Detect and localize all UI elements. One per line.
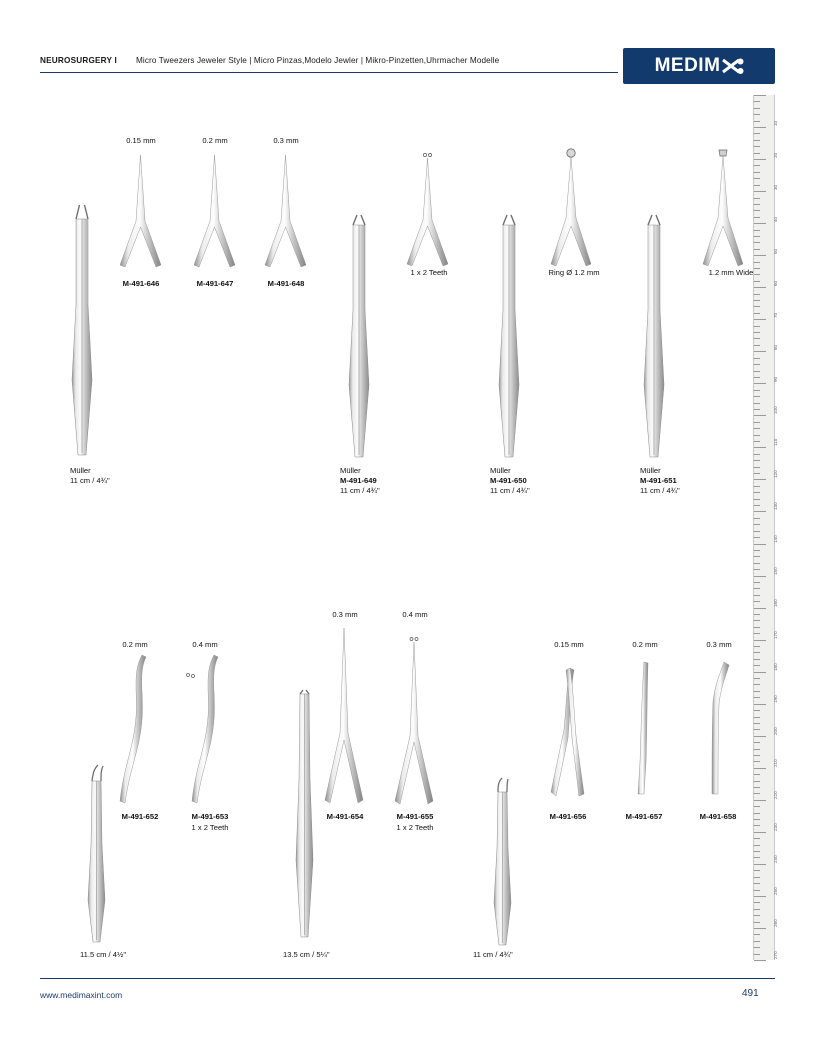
ruler-tick xyxy=(754,403,760,404)
ruler-tick xyxy=(754,563,760,564)
forceps-illustration xyxy=(60,205,104,460)
ruler-label: 50 xyxy=(773,249,778,255)
tip-illustration xyxy=(118,155,163,267)
ruler-tick xyxy=(754,736,766,737)
size-label: 11 cm / 4¾" xyxy=(490,486,530,496)
code-656: M-491-656 xyxy=(549,812,587,821)
instrument-muller-plain xyxy=(60,205,104,460)
page-number: 491 xyxy=(742,988,759,999)
ruler-tick xyxy=(754,825,760,826)
ruler-tick xyxy=(754,620,760,621)
code-647: M-491-647 xyxy=(196,279,234,288)
ruler-tick xyxy=(754,230,760,231)
ruler-tick xyxy=(754,749,760,750)
forceps-illustration xyxy=(635,215,673,460)
ruler-tick xyxy=(754,467,760,468)
ruler-tick xyxy=(754,678,760,679)
code-658: M-491-658 xyxy=(699,812,737,821)
tip-detail-648 xyxy=(263,155,308,267)
ruler-tick xyxy=(754,576,766,577)
ruler-tick xyxy=(754,242,760,243)
ruler-label: 150 xyxy=(773,566,778,575)
ruler-tick xyxy=(754,723,760,724)
tip-detail-647 xyxy=(192,155,237,267)
ruler-label: 90 xyxy=(773,377,778,383)
code-649: M-491-649 xyxy=(340,476,377,486)
ruler-tick xyxy=(754,941,760,942)
page-header xyxy=(40,48,775,86)
ruler-tick xyxy=(754,185,760,186)
ruler-tick xyxy=(754,249,760,250)
ruler-tick xyxy=(754,435,760,436)
ruler-tick xyxy=(754,665,760,666)
ruler-tick xyxy=(754,518,760,519)
ruler-tick xyxy=(754,627,760,628)
footer-website-text: www.medimaxint xyxy=(40,990,104,1000)
tip-detail-652 xyxy=(112,655,152,803)
ruler-tick xyxy=(754,313,760,314)
ruler-tick xyxy=(754,537,760,538)
code-655: M-491-655 xyxy=(396,812,434,821)
ruler-tick xyxy=(754,165,760,166)
forceps-illustration xyxy=(340,215,378,460)
code-650: M-491-650 xyxy=(490,476,527,486)
ruler-label: 210 xyxy=(773,759,778,767)
size-label: 11 cm / 4¾" xyxy=(640,486,680,496)
code-651: M-491-651 xyxy=(640,476,677,486)
ruler-tick xyxy=(754,928,766,929)
size-label: 11 cm / 4¾" xyxy=(340,486,380,496)
ruler-label: 120 xyxy=(773,470,778,479)
tip-label-647: 0.2 mm xyxy=(202,136,228,145)
ruler-label: 190 xyxy=(773,695,778,703)
code-653: M-491-653 xyxy=(191,812,229,821)
tip-detail-649 xyxy=(405,152,450,266)
ruler-label: 140 xyxy=(773,534,778,543)
ruler-label: 260 xyxy=(773,919,778,927)
tip-illustration xyxy=(263,155,308,267)
ruler-tick xyxy=(754,409,760,410)
ruler-tick xyxy=(754,851,760,852)
tip-detail-651 xyxy=(700,148,746,266)
tip-label-651: 1.2 mm Wide xyxy=(708,268,754,277)
code-657: M-491-657 xyxy=(625,812,663,821)
ruler-tick xyxy=(754,371,760,372)
ruler-tick xyxy=(754,108,760,109)
ruler-tick xyxy=(754,588,760,589)
size-label: 11 cm / 4¾" xyxy=(70,476,110,486)
ruler-tick xyxy=(754,319,766,320)
ruler-label: 20 xyxy=(773,152,778,159)
ruler-tick xyxy=(754,601,760,602)
ruler-tick xyxy=(754,838,760,839)
ruler-tick xyxy=(754,684,760,685)
ruler-tick xyxy=(754,896,766,897)
ruler-tick xyxy=(754,768,766,769)
ruler-tick xyxy=(754,704,766,705)
ruler-tick xyxy=(754,870,760,871)
tip-label-657: 0.2 mm xyxy=(632,640,658,649)
tip-illustration xyxy=(192,155,237,267)
ruler-tick xyxy=(754,781,760,782)
ruler-label: 130 xyxy=(773,502,778,511)
ruler-tick xyxy=(754,729,760,730)
maker-label: Müller xyxy=(340,466,361,475)
forceps-illustration xyxy=(82,765,112,945)
ruler-label: 70 xyxy=(773,313,778,319)
ruler-tick xyxy=(754,710,760,711)
tip-illustration xyxy=(112,655,152,803)
ruler-tick xyxy=(754,556,760,557)
ruler-tick xyxy=(754,550,760,551)
ruler-tick xyxy=(754,883,760,884)
ruler-tick xyxy=(754,441,760,442)
ruler-tick xyxy=(754,806,760,807)
ruler-tick xyxy=(754,890,760,891)
ruler-tick xyxy=(754,390,760,391)
ruler-tick xyxy=(754,460,760,461)
tip-label-656: 0.15 mm xyxy=(554,640,584,649)
ruler-tick xyxy=(754,608,766,609)
ruler-tick xyxy=(754,281,760,282)
ruler-tick xyxy=(754,473,760,474)
ruler-tick xyxy=(754,204,760,205)
ruler-label: 10 xyxy=(773,120,778,127)
ruler-tick xyxy=(754,140,760,141)
caption-muller-651 xyxy=(640,466,680,496)
code-648: M-491-648 xyxy=(267,279,305,288)
tip-illustration xyxy=(700,662,736,796)
instrument-muller-649 xyxy=(340,215,378,460)
ruler-tick xyxy=(754,121,760,122)
tip-illustration xyxy=(628,662,662,796)
ruler-tick xyxy=(754,210,760,211)
tip-detail-657 xyxy=(628,662,662,796)
tip-label-648: 0.3 mm xyxy=(273,136,299,145)
ruler-tick xyxy=(754,793,760,794)
tip-illustration xyxy=(548,668,588,796)
ruler-tick xyxy=(754,640,766,641)
ruler-tick xyxy=(754,217,760,218)
ruler-tick xyxy=(754,499,760,500)
maker-label: Müller xyxy=(640,466,661,475)
instrument-curved-full xyxy=(82,765,112,945)
caption-muller-649 xyxy=(340,466,380,496)
ruler-tick xyxy=(754,114,760,115)
ruler-tick xyxy=(754,95,766,96)
ruler-tick xyxy=(754,133,760,134)
tip-label-654: 0.3 mm xyxy=(332,610,358,619)
instrument-muller-651 xyxy=(635,215,673,460)
ruler-tick xyxy=(754,479,766,480)
ruler-tick xyxy=(754,146,760,147)
ruler-tick xyxy=(754,422,760,423)
ruler-tick xyxy=(754,934,760,935)
ruler-tick xyxy=(754,287,766,288)
sub-label-653: 1 x 2 Teeth xyxy=(191,823,229,832)
ruler-tick xyxy=(754,582,760,583)
ruler-tick xyxy=(754,345,760,346)
ruler-label: 80 xyxy=(773,345,778,351)
ruler-tick xyxy=(754,454,760,455)
ruler-tick xyxy=(754,877,760,878)
ruler-tick xyxy=(754,787,760,788)
ruler-label: 160 xyxy=(773,598,778,607)
ruler-tick xyxy=(754,691,760,692)
ruler-tick xyxy=(754,492,760,493)
ruler-tick xyxy=(754,633,760,634)
caption-muller-650 xyxy=(490,466,530,496)
tip-label-658: 0.3 mm xyxy=(706,640,732,649)
ruler-tick xyxy=(754,306,760,307)
code-646: M-491-646 xyxy=(122,279,160,288)
size-label-656: 11 cm / 4¾" xyxy=(473,950,513,959)
ruler-tick xyxy=(754,902,760,903)
ruler-tick xyxy=(754,524,760,525)
tip-label-650: Ring Ø 1.2 mm xyxy=(548,268,600,277)
ruler-tick xyxy=(754,832,766,833)
ruler-tick xyxy=(754,358,760,359)
ruler-tick xyxy=(754,236,760,237)
ruler-label: 220 xyxy=(773,791,778,799)
tip-detail-646 xyxy=(118,155,163,267)
forceps-illustration xyxy=(488,778,518,948)
ruler-tick xyxy=(754,646,760,647)
tip-illustration xyxy=(393,636,435,804)
caption-muller-plain xyxy=(70,466,110,486)
size-label-654: 13.5 cm / 5¼" xyxy=(283,950,330,959)
ruler-tick xyxy=(754,672,766,673)
ruler-label: 180 xyxy=(773,662,778,671)
tip-illustration xyxy=(323,628,365,803)
x-mark-icon xyxy=(721,58,743,74)
tip-detail-655 xyxy=(393,636,435,804)
ruler-label: 40 xyxy=(773,217,778,223)
ruler-tick xyxy=(754,127,766,128)
ruler-tick xyxy=(754,652,760,653)
ruler-tick xyxy=(754,364,760,365)
ruler-tick xyxy=(754,544,766,545)
ruler-tick xyxy=(754,300,760,301)
brand-logo-text: MEDIM xyxy=(654,55,721,76)
maker-label: Müller xyxy=(70,466,91,475)
ruler-tick xyxy=(754,486,760,487)
ruler-label: 240 xyxy=(773,855,778,863)
code-652: M-491-652 xyxy=(121,812,159,821)
ruler-tick xyxy=(754,742,760,743)
tip-detail-658 xyxy=(700,662,736,796)
ruler-tick xyxy=(754,717,760,718)
ruler-tick xyxy=(754,947,760,948)
tip-label-653: 0.4 mm xyxy=(192,640,218,649)
ruler-tick xyxy=(754,332,760,333)
ruler-tick xyxy=(754,159,766,160)
tip-illustration xyxy=(180,655,224,803)
ruler-tick xyxy=(754,415,766,416)
ruler-tick xyxy=(754,761,760,762)
ruler-label: 30 xyxy=(773,184,778,191)
ruler-label: 200 xyxy=(773,727,778,735)
ruler-tick xyxy=(754,428,760,429)
footer-divider xyxy=(40,978,775,979)
ruler-tick xyxy=(754,191,766,192)
instrument-muller-650 xyxy=(490,215,528,460)
ruler-tick xyxy=(754,153,760,154)
footer-website-suffix: .com xyxy=(103,990,123,1000)
tip-illustration xyxy=(548,148,594,266)
ruler-tick xyxy=(754,915,760,916)
ruler-tick xyxy=(754,800,766,801)
ruler-tick xyxy=(754,659,760,660)
size-label-652: 11.5 cm / 4½" xyxy=(80,950,127,959)
ruler-tick xyxy=(754,909,760,910)
ruler-tick xyxy=(754,845,760,846)
code-654: M-491-654 xyxy=(326,812,364,821)
instrument-angled-full xyxy=(488,778,518,948)
ruler-label: 270 xyxy=(773,951,778,959)
tip-detail-656 xyxy=(548,668,588,796)
ruler-tick xyxy=(754,505,760,506)
ruler-tick xyxy=(754,377,760,378)
tip-detail-654 xyxy=(323,628,365,803)
ruler-tick xyxy=(754,198,760,199)
ruler-tick xyxy=(754,326,760,327)
vertical-ruler xyxy=(753,95,778,960)
sub-label-655: 1 x 2 Teeth xyxy=(396,823,434,832)
ruler-tick xyxy=(754,294,760,295)
ruler-tick xyxy=(754,595,760,596)
ruler-tick xyxy=(754,569,760,570)
header-category: NEUROSURGERY I xyxy=(40,56,117,65)
tip-detail-653 xyxy=(180,655,224,803)
header-divider xyxy=(40,72,618,73)
ruler-tick xyxy=(754,255,766,256)
ruler-tick xyxy=(754,922,760,923)
ruler-tick xyxy=(754,223,766,224)
ruler-label: 170 xyxy=(773,630,778,639)
ruler-tick xyxy=(754,954,760,955)
tip-illustration xyxy=(405,152,450,266)
ruler-tick xyxy=(754,351,766,352)
ruler-tick xyxy=(754,531,760,532)
ruler-tick xyxy=(754,960,766,961)
forceps-illustration xyxy=(490,215,528,460)
tip-label-649: 1 x 2 Teeth xyxy=(410,268,448,277)
ruler-label: 230 xyxy=(773,823,778,831)
ruler-tick xyxy=(754,396,760,397)
ruler-tick xyxy=(754,262,760,263)
brand-logo xyxy=(623,48,775,84)
tip-detail-650 xyxy=(548,148,594,266)
ruler-tick xyxy=(754,614,760,615)
ruler-tick xyxy=(754,774,760,775)
tip-label-646: 0.15 mm xyxy=(126,136,156,145)
ruler-tick xyxy=(754,857,760,858)
ruler-tick xyxy=(754,338,760,339)
header-description: Micro Tweezers Jeweler Style | Micro Pinzas,Modelo Jewler | Mikro-Pinzetten,Uhrmacher Modelle xyxy=(136,56,500,65)
tip-label-655: 0.4 mm xyxy=(402,610,428,619)
ruler-tick xyxy=(754,511,766,512)
ruler-label: 100 xyxy=(773,406,778,415)
tip-label-652: 0.2 mm xyxy=(122,640,148,649)
footer-website[interactable] xyxy=(40,990,122,1000)
ruler-tick xyxy=(754,178,760,179)
ruler-label: 110 xyxy=(773,439,778,447)
ruler-tick xyxy=(754,101,760,102)
ruler-label: 60 xyxy=(773,281,778,287)
ruler-tick xyxy=(754,172,760,173)
ruler-tick xyxy=(754,755,760,756)
maker-label: Müller xyxy=(490,466,511,475)
ruler-tick xyxy=(754,383,766,384)
tip-illustration xyxy=(700,148,746,266)
ruler-tick xyxy=(754,447,766,448)
ruler-tick xyxy=(754,864,766,865)
ruler-label: 250 xyxy=(773,887,778,895)
ruler-tick xyxy=(754,697,760,698)
